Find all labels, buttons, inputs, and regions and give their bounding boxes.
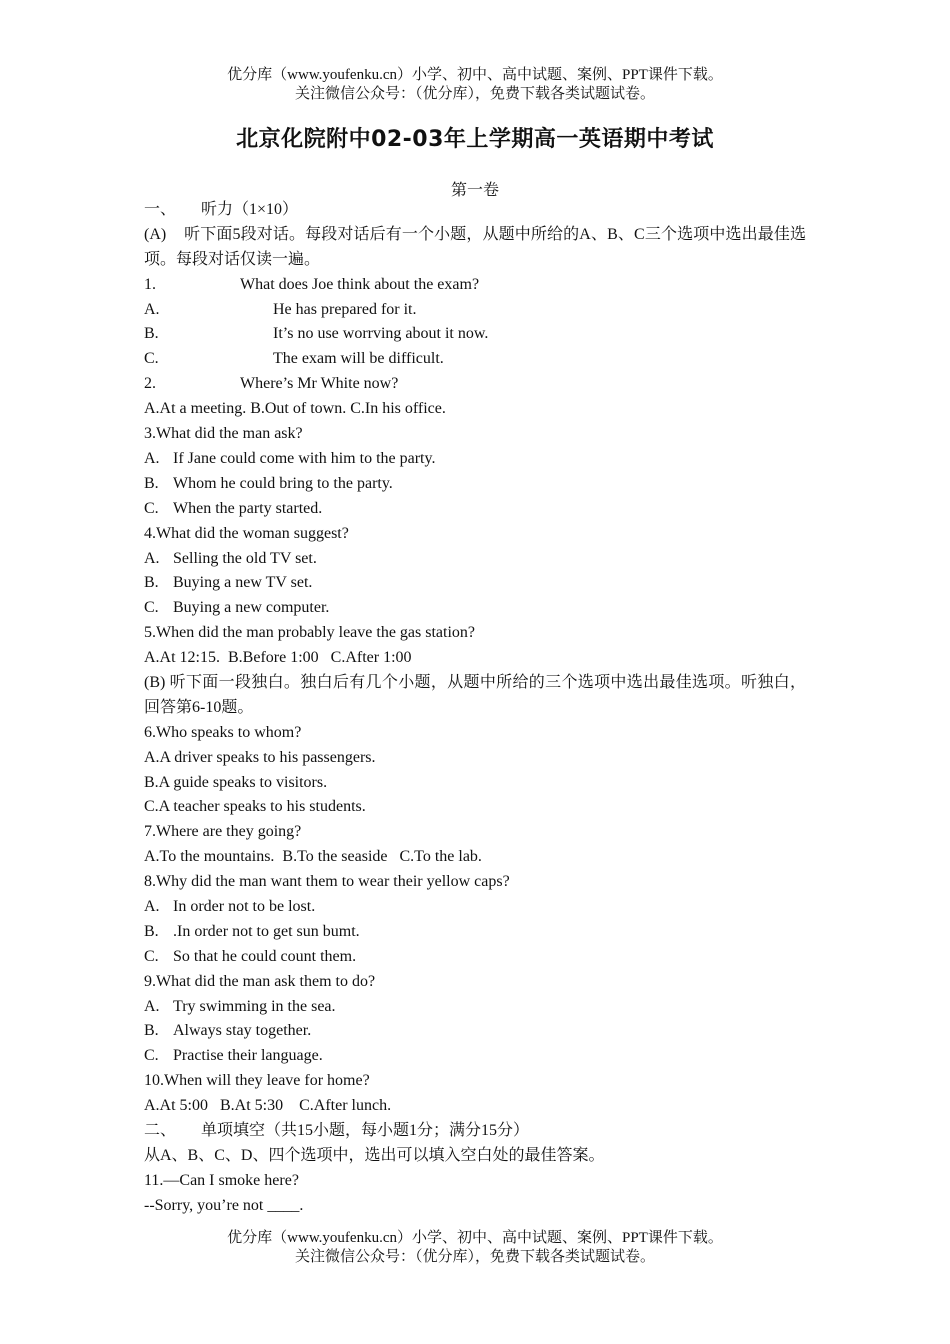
question-9: 9.What did the man ask them to do? — [144, 972, 376, 990]
options-line: A.At 12:15. B.Before 1:00 C.After 1:00 — [144, 649, 412, 667]
question-3: 3.What did the man ask? — [144, 425, 303, 443]
option: C. When the party started. — [144, 499, 323, 517]
question-7: 7.Where are they going? — [144, 823, 302, 841]
question-6: 6.Who speaks to whom? — [144, 723, 302, 741]
option: C. Buying a new computer. — [144, 599, 330, 617]
question-2: 2. Where’s Mr White now? — [144, 375, 399, 393]
footer-line-1: 优分库（www.youfenku.cn）小学、初中、高中试题、案例、PPT课件下载。 — [227, 1230, 723, 1246]
option: B. Buying a new TV set. — [144, 574, 313, 592]
option: A.A driver speaks to his passengers. — [144, 748, 376, 766]
header-line-1: 优分库（www.youfenku.cn）小学、初中、高中试题、案例、PPT课件下载。 — [227, 67, 723, 83]
options-line: A.At a meeting. B.Out of town. C.In his office. — [144, 400, 446, 418]
part1-b-instructions: (B) 听下面一段独白。独白后有几个小题，从题中所给的三个选项中选出最佳选项。听独白，回答第6-10题。 — [144, 673, 806, 716]
option: C. So that he could count them. — [144, 947, 357, 965]
option: A. He has prepared for it. — [144, 300, 417, 318]
page-header — [0, 66, 950, 104]
option: B.A guide speaks to visitors. — [144, 773, 328, 791]
question-10: 10.When will they leave for home? — [144, 1072, 370, 1090]
option: C.A teacher speaks to his students. — [144, 798, 366, 816]
part1-a-instructions: (A) 听下面5段对话。每段对话后有一个小题，从题中所给的A、B、C三个选项中选出最佳选项。每段对话仅读一遍。 — [144, 225, 806, 268]
question-4: 4.What did the woman suggest? — [144, 524, 349, 542]
part2-heading: 二、 单项填空（共15小题，每小题1分；满分15分） — [144, 1122, 530, 1140]
question-11-reply: --Sorry, you’re not ____. — [144, 1196, 304, 1214]
exam-title: 北京化院附中02-03年上学期高一英语期中考试 — [236, 127, 714, 152]
option: A. Selling the old TV set. — [144, 549, 317, 567]
option: B. .In order not to get sun bumt. — [144, 922, 360, 940]
part2-instructions: 从A、B、C、D、四个选项中，选出可以填入空白处的最佳答案。 — [144, 1146, 605, 1164]
question-8: 8.Why did the man want them to wear their yellow caps? — [144, 873, 510, 891]
option: C. The exam will be difficult. — [144, 350, 444, 368]
question-1: 1. What does Joe think about the exam? — [144, 275, 480, 293]
footer-line-2: 关注微信公众号：（优分库），免费下载各类试题试卷。 — [294, 1249, 655, 1265]
option: A. In order not to be lost. — [144, 898, 316, 915]
option: A. If Jane could come with him to the party. — [144, 449, 436, 467]
option: B. Always stay together. — [144, 1022, 312, 1040]
option: B. It’s no use worrving about it now. — [144, 325, 489, 343]
question-5: 5.When did the man probably leave the gas station? — [144, 624, 476, 642]
header-line-2: 关注微信公众号：（优分库），免费下载各类试题试卷。 — [294, 86, 655, 102]
options-line: A.To the mountains. B.To the seaside C.To the lab. — [144, 848, 482, 866]
option: C. Practise their language. — [144, 1047, 323, 1065]
options-line: A.At 5:00 B.At 5:30 C.After lunch. — [144, 1097, 392, 1115]
part1-heading: 一、 听力（1×10） — [144, 201, 299, 218]
option: A. Try swimming in the sea. — [144, 997, 336, 1015]
question-11: 11.—Can I smoke here? — [144, 1171, 299, 1189]
volume-label: 第一卷 — [450, 182, 499, 199]
option: B. Whom he could bring to the party. — [144, 474, 393, 492]
page-footer — [0, 1229, 950, 1267]
exam-body — [144, 198, 806, 1219]
